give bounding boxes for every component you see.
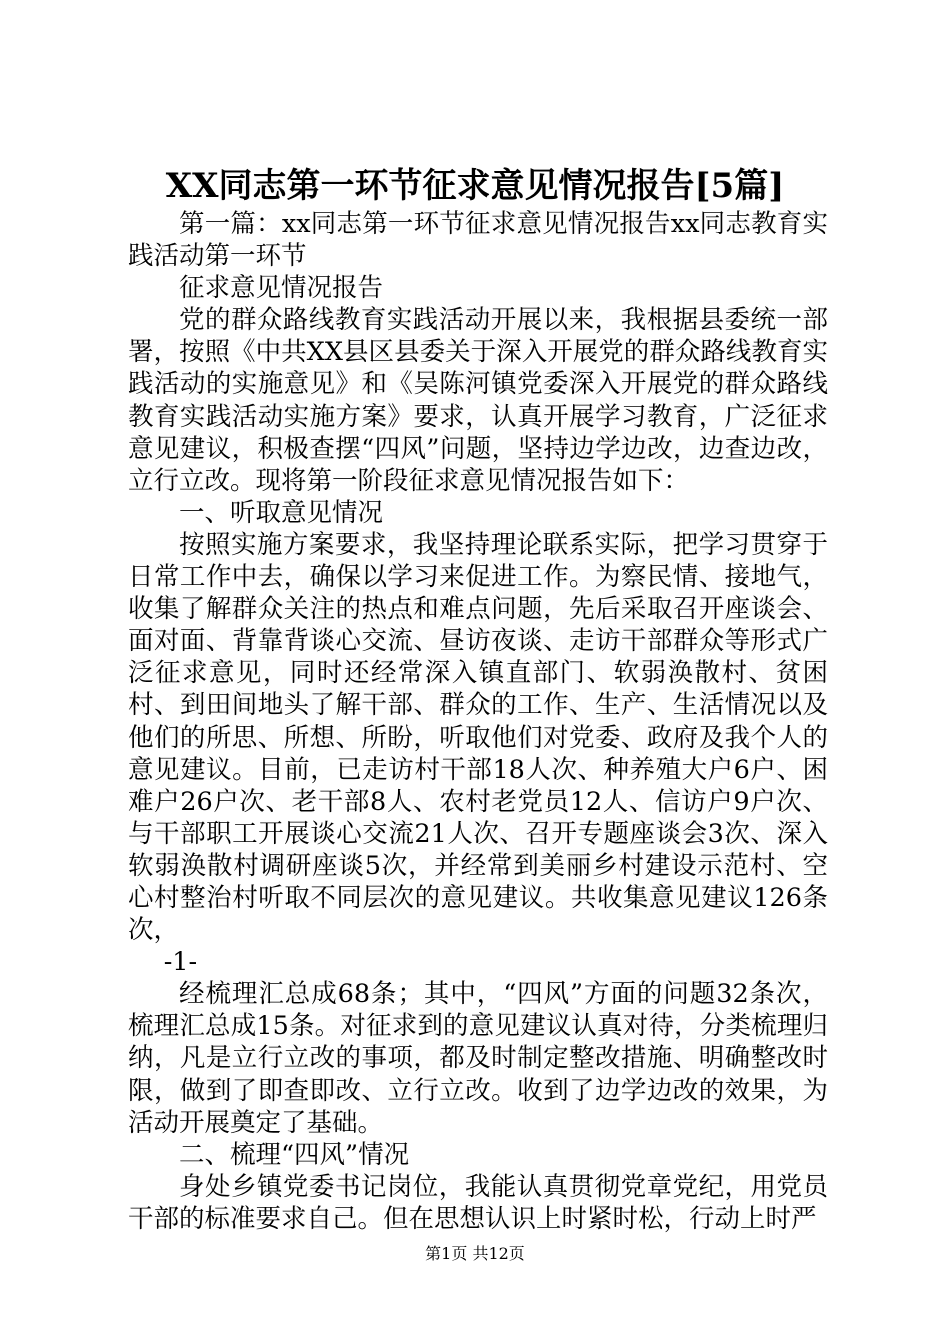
paragraph-section-1: 按照实施方案要求，我坚持理论联系实际，把学习贯穿于日常工作中去，确保以学习来促进工作。为察民情、接地气，收集了解群众关注的热点和难点问题，先后采取召开座谈会、面对面、背靠背谈心交流、昼访夜谈、走访干部群众等形式广泛征求意见，同时还经常深入镇直部门、软弱涣散村、贫困村、到田间地头了解干部、群众的工作、生产、生活情况以及他们的所思、所想、所盼，听取他们对党委、政府及我个人的意见建议。目前，已走访村干部18人次、种养殖大户6户、困难户26户次、老干部8人、农村老党员12人、信访户9户次、与干部职工开展谈心交流21人次、召开专题座谈会3次、深入软弱涣散村调研座谈5次，并经常到美丽乡村建设示范村、空心村整治村听取不同层次的意见建议。共收集意见建议126条次，: [128, 529, 828, 946]
paragraph-intro: 第一篇：xx同志第一环节征求意见情况报告xx同志教育实践活动第一环节: [128, 209, 828, 272]
inline-page-marker: -1-: [163, 947, 198, 978]
paragraph-background: 党的群众路线教育实践活动开展以来，我根据县委统一部署，按照《中共XX县区县委关于深入开展党的群众路线教育实践活动的实施意见》和《吴陈河镇党委深入开展党的群众路线教育实践活动实施方案》要求，认真开展学习教育，广泛征求意见建议，积极查摆“四风”问题，坚持边学边改，边查边改，立行立改。现将第一阶段征求意见情况报告如下：: [128, 305, 828, 496]
document-title: XX同志第一环节征求意见情况报告[5篇]: [165, 166, 785, 206]
document-body: [128, 208, 828, 1235]
section-heading-1: 一、听取意见情况: [179, 497, 384, 528]
page-footer: 第1页 共12页: [425, 1244, 525, 1263]
paragraph-subtitle: 征求意见情况报告: [179, 273, 384, 304]
section-heading-2: 二、梳理“四风”情况: [179, 1139, 410, 1170]
paragraph-section-2: 身处乡镇党委书记岗位，我能认真贯彻党章党纪，用党员干部的标准要求自己。但在思想认识上时紧时松，行动上时严: [128, 1171, 828, 1234]
paragraph-summary: 经梳理汇总成68条；其中，“四风”方面的问题32条次，梳理汇总成15条。对征求到的意见建议认真对待，分类梳理归纳，凡是立行立改的事项，都及时制定整改措施、明确整改时限，做到了即查即改、立行立改。收到了边学边改的效果，为活动开展奠定了基础。: [128, 979, 828, 1138]
